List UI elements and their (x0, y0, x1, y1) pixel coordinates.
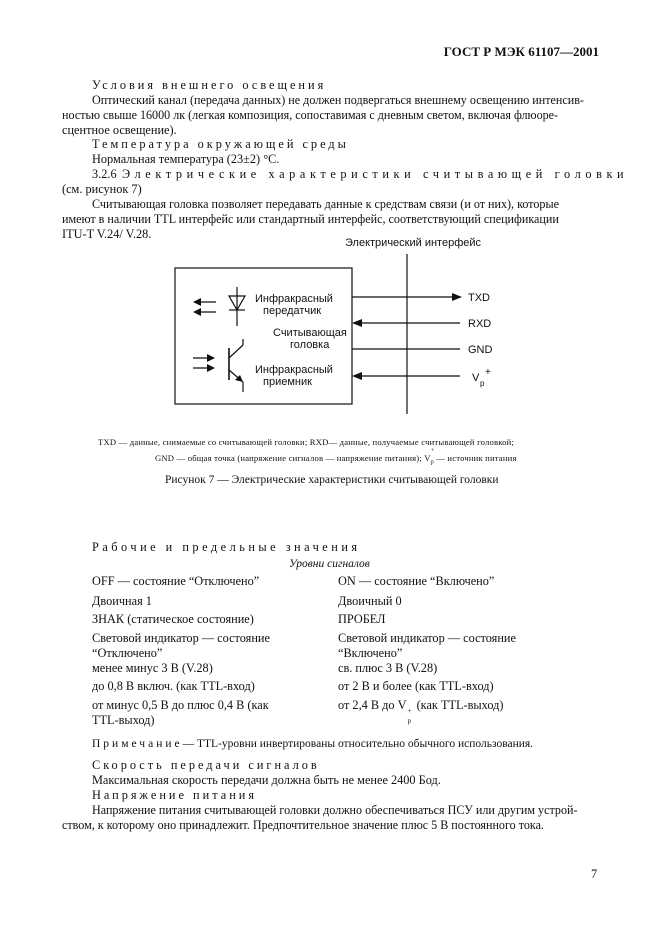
diagram-legend-line-2: GND — общая точка (напряжение сигналов — напряжение питания); V + $_p$ — источник питания (155, 448, 517, 466)
reception-arrows-icon (193, 354, 215, 372)
level-left-1: Двоичная 1 (92, 594, 152, 608)
diagram-title: Электрический интерфейс (345, 237, 482, 249)
power-text-line-1: Напряжение питания считывающей головки должно обеспечиваться ПСУ или другим устрой- (92, 803, 578, 817)
power-text-line-2: ством, к которому оно принадлежит. Предпочтительное значение плюс 5 В постоянного тока. (62, 818, 544, 832)
signal-label-rxd: RXD (468, 318, 492, 330)
receiver-label-1: Инфракрасный (255, 364, 333, 376)
temperature-text: Нормальная температура (23±2) °С. (92, 152, 280, 166)
section-title-power: Напряжение питания (92, 788, 258, 802)
signal-line-vp (352, 372, 460, 380)
note (92, 737, 533, 752)
note-label: Примечание (92, 738, 183, 750)
level-right-3: Световой индикатор — состояние “Включено” (338, 631, 516, 660)
level-left-6: от минус 0,5 В до плюс 0,4 В (как TTL-выход) (92, 698, 269, 727)
phototransistor-icon (229, 339, 243, 392)
signal-label-vp-sup: + (485, 367, 491, 378)
lighting-text-line-2: ностью свыше 16000 лк (легкая композиция, сопоставимая с дневным светом, включая флюоре- (62, 108, 559, 122)
level-right-2: ПРОБЕЛ (338, 612, 386, 626)
page-number: 7 (591, 867, 598, 881)
signal-line-rxd (352, 319, 460, 327)
section-title-temperature: Температура окружающей среды (92, 137, 349, 151)
section-number: 3.2.6 (92, 167, 117, 181)
electrical-text-line-2: имеют в наличии TTL интерфейс или стандартный интерфейс, соответствующий спецификации (62, 212, 559, 226)
section-title-electrical: Электрические характеристики считывающей головки (122, 167, 629, 181)
receiver-label-2: приемник (263, 376, 312, 388)
electrical-text-line-1: Считывающая головка позволяет передавать данные к средствам связи (и от них), которые (92, 197, 559, 211)
lighting-text-line-3: сцентное освещение). (62, 123, 177, 137)
transmitter-label-2: передатчик (263, 305, 322, 317)
level-right-5: от 2 В и более (как TTL-вход) (338, 679, 494, 693)
led-diode-icon (229, 287, 245, 326)
signal-label-gnd: GND (468, 344, 493, 356)
lighting-text-line-1: Оптический канал (передача данных) не должен подвергаться внешнему освещению интенсив- (92, 93, 584, 107)
figure-caption: Рисунок 7 — Электрические характеристики считывающей головки (165, 474, 499, 486)
transmitter-label-1: Инфракрасный (255, 293, 333, 305)
section-title-speed: Скорость передачи сигналов (92, 758, 320, 772)
signal-label-vp-sub: p (480, 379, 485, 388)
figure-reference: (см. рисунок 7) (62, 182, 142, 196)
emission-arrows-icon (193, 298, 216, 316)
signal-label-vp: V (472, 372, 480, 384)
signal-label-txd: TXD (468, 292, 490, 304)
interface-diagram (0, 230, 661, 420)
levels-subtitle: Уровни сигналов (289, 558, 370, 570)
level-right-0: ON — состояние “Включено” (338, 574, 495, 588)
document-header: ГОСТ Р МЭК 61107—2001 (443, 44, 599, 59)
level-left-3: Световой индикатор — состояние “Отключено” (92, 631, 270, 660)
diagram-legend-line-1: TXD — данные, снимаемые со считывающей головки; RXD— данные, получаемые считывающей головкой; (98, 437, 515, 447)
reading-head-label-1: Считывающая (273, 327, 347, 339)
reading-head-label-2: головка (290, 339, 330, 351)
speed-text: Максимальная скорость передачи должна быть не менее 2400 Бод. (92, 773, 441, 787)
electrical-text-line-3: ITU-T V.24/ V.28. (62, 227, 152, 241)
level-left-5: до 0,8 В включ. (как TTL-вход) (92, 679, 255, 693)
note-text: — TTL-уровни инвертированы относительно обычного использования. (182, 738, 534, 750)
section-title-lighting: Условия внешнего освещения (92, 78, 327, 92)
level-left-0: OFF — состояние “Отключено” (92, 574, 260, 588)
level-right-6: от 2,4 В до V + p (как TTL-выход) (338, 698, 504, 725)
level-left-4: менее минус 3 В (V.28) (92, 661, 213, 675)
level-right-1: Двоичный 0 (338, 594, 402, 608)
section-title-levels: Рабочие и предельные значения (92, 540, 361, 554)
level-right-4: св. плюс 3 В (V.28) (338, 661, 438, 675)
level-left-2: ЗНАК (статическое состояние) (92, 612, 254, 626)
